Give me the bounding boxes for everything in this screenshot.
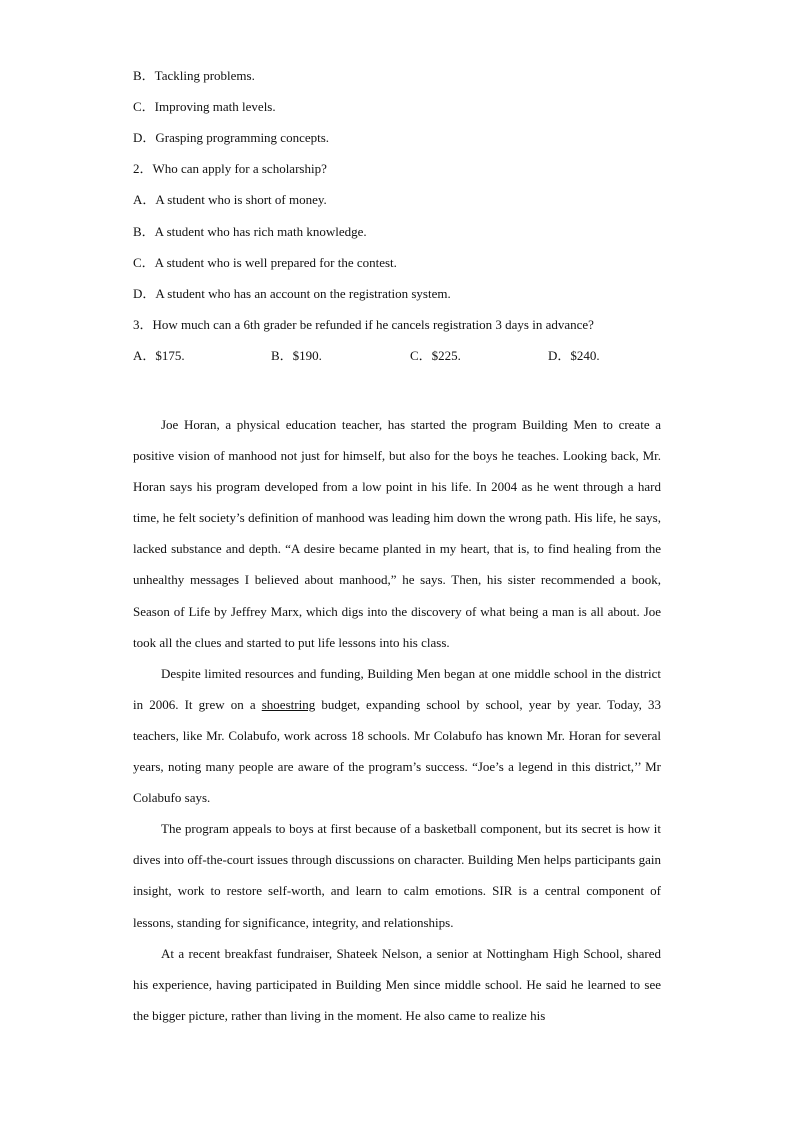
passage-paragraph-3: The program appeals to boys at first because of a basketball component, but its secret is how it dives into off-the-court issues through discussions on character. Building Men helps participants gain insight, work to restore self-worth, and learn to calm emotions. SIR is a central component of lessons, standing for significance, integrity, and relationships.	[133, 821, 661, 930]
q1-option-c: C．Improving math levels.	[133, 99, 276, 114]
q3-options	[133, 348, 653, 364]
underlined-word: shoestring	[261, 696, 316, 712]
passage-paragraph-4: At a recent breakfast fundraiser, Shateek Nelson, a senior at Nottingham High School, shared his experience, having participated in Building Men since middle school. He said he learned to see the bigger picture, rather than living in the moment. He also came to realize his	[133, 945, 661, 1023]
q1-option-b: B．Tackling problems.	[133, 68, 255, 83]
q2-stem: 2．Who can apply for a scholarship?	[133, 161, 327, 176]
q2-option-d: D．A student who has an account on the registration system.	[133, 286, 451, 301]
q3-option-a: A．$175.	[133, 348, 185, 363]
passage-paragraph-1: Joe Horan, a physical education teacher, has started the program Building Men to create a positive vision of manhood not just for himself, but also for the boys he teaches. Looking back, Mr. Horan says his program developed from a low point in his life. In 2004 as he went through a hard time, he felt society’s definition of manhood was leading him down the wrong path. His life, he says, lacked substance and depth. “A desire became planted in my heart, that is, to find healing from the unhealthy messages I believed about manhood,” he says. Then, his sister recommended a book, Season of Life by Jeffrey Marx, which digs into the discovery of what being a man is all about. Joe took all the clues and started to put life lessons into his class.	[133, 417, 661, 650]
q2-option-a: A．A student who is short of money.	[133, 192, 327, 207]
passage-text: Despite limited resources and funding, Building Men began at one middle school in the district in 2006. It grew on a	[133, 665, 661, 712]
q3-option-b: B．$190.	[271, 348, 322, 363]
q3-option-c: C．$225.	[410, 348, 461, 363]
q2-option-b: B．A student who has rich math knowledge.	[133, 224, 367, 239]
q1-option-d: D．Grasping programming concepts.	[133, 130, 330, 145]
passage-paragraph-2	[133, 658, 661, 813]
q3-option-d: D．$240.	[548, 348, 600, 363]
q2-option-c: C．A student who is well prepared for the contest.	[133, 255, 397, 270]
passage-text: budget, expanding school by school, year by year. Today, 33 teachers, like Mr. Colabufo, work across 18 schools. Mr Colabufo has known Mr. Horan for several years, noting many people are aware of the program’s success. “Joe’s a legend in this district,’’ Mr Colabufo says.	[133, 696, 661, 806]
q3-stem: 3．How much can a 6th grader be refunded if he cancels registration 3 days in advance?	[133, 317, 594, 332]
reading-passage	[133, 409, 661, 1031]
